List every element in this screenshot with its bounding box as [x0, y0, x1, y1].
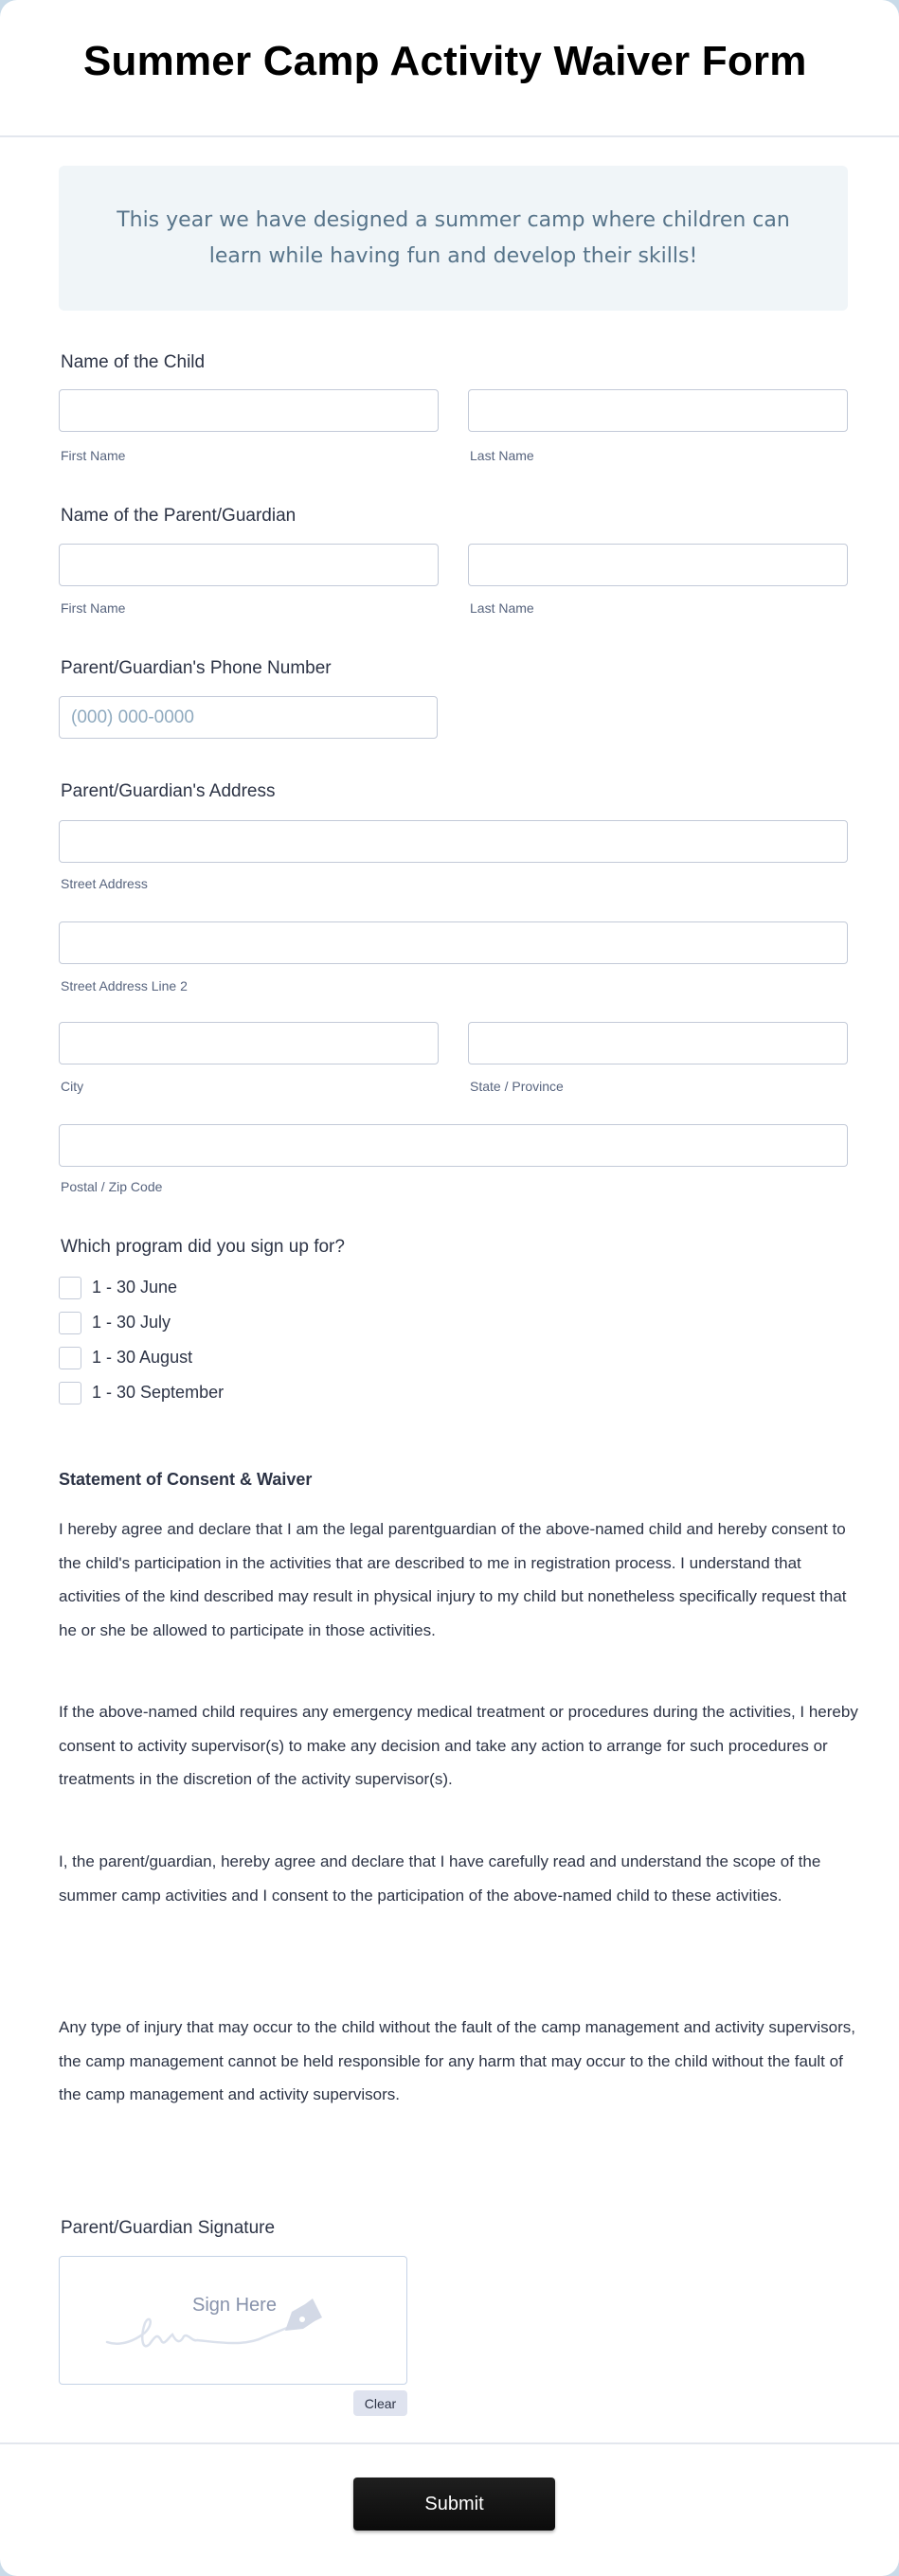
- signature-pen-icon: [102, 2295, 358, 2361]
- program-option-label[interactable]: 1 - 30 June: [92, 1278, 178, 1297]
- state-sublabel: State / Province: [470, 1079, 564, 1094]
- program-option-label[interactable]: 1 - 30 September: [92, 1383, 225, 1402]
- state-input[interactable]: [469, 1023, 847, 1064]
- statement-paragraph: Any type of injury that may occur to the child without the fault of the camp management and activity supervisors, the camp management cannot be held responsible for any harm that may occur to the child without the fault of the camp management and activity supervisors.: [59, 2018, 855, 2103]
- city-field[interactable]: [59, 1022, 439, 1064]
- submit-button[interactable]: Submit: [353, 2478, 555, 2531]
- child-last-name-field[interactable]: [468, 389, 848, 432]
- parent-name-label: Name of the Parent/Guardian: [61, 506, 297, 526]
- parent-first-name-field[interactable]: [59, 544, 439, 586]
- child-name-label: Name of the Child: [61, 352, 206, 372]
- child-last-name-input[interactable]: [469, 390, 847, 431]
- postal-code-sublabel: Postal / Zip Code: [61, 1179, 163, 1194]
- page-title: Summer Camp Activity Waiver Form: [83, 38, 807, 84]
- program-label: Which program did you sign up for?: [61, 1237, 345, 1257]
- postal-code-field[interactable]: [59, 1124, 848, 1167]
- postal-code-input[interactable]: [60, 1125, 847, 1166]
- street-address-input[interactable]: [60, 821, 847, 862]
- street-address-sublabel: Street Address: [61, 876, 148, 891]
- phone-input[interactable]: [60, 697, 437, 738]
- street-address-2-field[interactable]: [59, 921, 848, 964]
- parent-first-name-sublabel: First Name: [61, 600, 126, 616]
- clear-signature-button[interactable]: Clear: [353, 2390, 407, 2416]
- parent-last-name-input[interactable]: [469, 545, 847, 585]
- footer-divider: [0, 2442, 899, 2444]
- signature-pad[interactable]: [59, 2256, 407, 2385]
- parent-last-name-sublabel: Last Name: [470, 600, 534, 616]
- state-field[interactable]: [468, 1022, 848, 1064]
- parent-first-name-input[interactable]: [60, 545, 438, 585]
- address-label: Parent/Guardian's Address: [61, 781, 276, 801]
- program-option-label[interactable]: 1 - 30 July: [92, 1313, 171, 1332]
- program-checkbox-june[interactable]: [59, 1277, 81, 1299]
- signature-placeholder: Sign Here: [192, 2295, 277, 2316]
- phone-label: Parent/Guardian's Phone Number: [61, 658, 332, 678]
- program-checkbox-july[interactable]: [59, 1312, 81, 1334]
- program-checkbox-september[interactable]: [59, 1382, 81, 1404]
- parent-last-name-field[interactable]: [468, 544, 848, 586]
- child-last-name-sublabel: Last Name: [470, 448, 534, 463]
- intro-box: [59, 166, 848, 311]
- city-input[interactable]: [60, 1023, 438, 1064]
- statement-paragraph: I, the parent/guardian, hereby agree and declare that I have carefully read and understand the scope of the summer camp activities and I consent to the participation of the above-named child to these activities.: [59, 1852, 821, 1905]
- program-option-label[interactable]: 1 - 30 August: [92, 1348, 193, 1367]
- child-first-name-sublabel: First Name: [61, 448, 126, 463]
- street-address-2-input[interactable]: [60, 922, 847, 963]
- street-address-field[interactable]: [59, 820, 848, 863]
- child-first-name-input[interactable]: [60, 390, 438, 431]
- statement-paragraph: I hereby agree and declare that I am the legal parentguardian of the above-named child and hereby consent to the child's participation in the activities that are described to me in registration process. I understand that activities of the kind described may result in physical injury to my child but nonetheless specifically request that he or she be allowed to participate in those activities.: [59, 1520, 847, 1639]
- street-address-2-sublabel: Street Address Line 2: [61, 978, 188, 993]
- program-checkbox-august[interactable]: [59, 1347, 81, 1369]
- intro-text: This year we have designed a summer camp where children can learn while having fun and develop their skills!: [117, 207, 790, 268]
- header-divider: [0, 135, 899, 137]
- child-first-name-field[interactable]: [59, 389, 439, 432]
- phone-field[interactable]: [59, 696, 438, 739]
- statement-heading: Statement of Consent & Waiver: [59, 1470, 313, 1489]
- statement-paragraph: If the above-named child requires any emergency medical treatment or procedures during the activities, I hereby consent to activity supervisor(s) to make any decision and take any action to arrange for such procedures or treatments in the discretion of the activity supervisor(s).: [59, 1703, 858, 1788]
- city-sublabel: City: [61, 1079, 84, 1094]
- signature-label: Parent/Guardian Signature: [61, 2218, 276, 2238]
